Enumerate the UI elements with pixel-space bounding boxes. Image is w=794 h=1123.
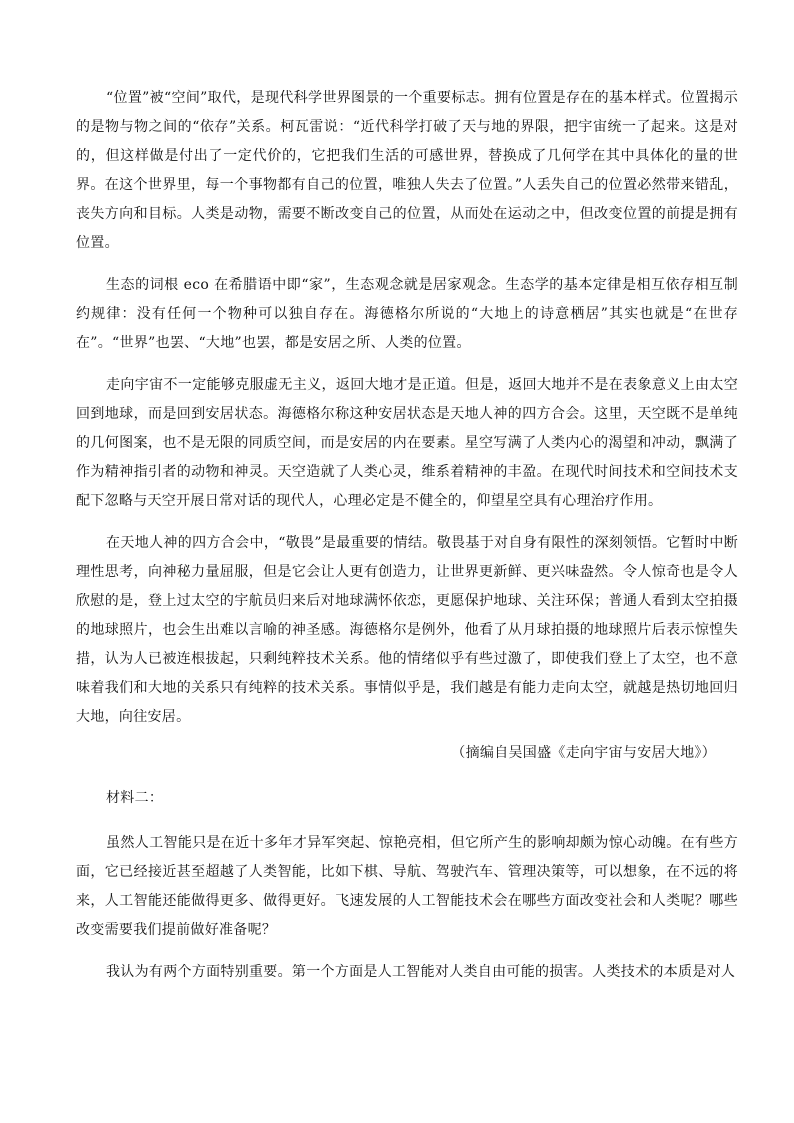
material-one-paragraph-3: 走向宇宙不一定能够克服虚无主义，返回大地才是正道。但是，返回大地并不是在表象意义上由太空回到地球，而是回到安居状态。海德格尔称这种安居状态是天地人神的四方合会。这里，天空既不是单纯的几何图案，也不是无限的同质空间，而是安居的内在要素。星空写满了人类内心的渴望和冲动，飘满了作为精神指引者的动物和神灵。天空造就了人类心灵，维系着精神的丰盈。在现代时间技术和空间技术支配下忽略与天空开展日常对话的现代人，心理必定是不健全的，仰望星空具有心理治疗作用。 (76, 377, 738, 509)
material-two-heading: 材料二： (106, 790, 164, 806)
material-one-paragraph-1: “位置”被“空间”取代，是现代科学世界图景的一个重要标志。拥有位置是存在的基本样式。位置揭示的是物与物之间的“依存”关系。柯瓦雷说：“近代科学打破了天与地的界限，把宇宙统一了起来。这是对的，但这样做是付出了一定代价的，它把我们生活的可感世界，替换成了几何学在其中具体化的量的世界。在这个世界里，每一个事物都有自己的位置，唯独人失去了位置。”人丢失自己的位置必然带来错乱，丧失方向和目标。人类是动物，需要不断改变自己的位置，从而处在运动之中，但改变位置的前提是拥有位置。 (76, 90, 738, 251)
material-one-paragraph-2: 生态的词根 eco 在希腊语中即“家”，生态观念就是居家观念。生态学的基本定律是相互依存相互制约规律：没有任何一个物种可以独自存在。海德格尔所说的“大地上的诗意栖居”其实也就是“在世存在”。“世界”也罢、“大地”也罢，都是安居之所、人类的位置。 (76, 277, 738, 351)
material-one-paragraph-4: 在天地人神的四方合会中，“敬畏”是最重要的情结。敬畏基于对自身有限性的深刻领悟。它暂时中断理性思考，向神秘力量屈服，但是它会让人更有创造力，让世界更新鲜、更兴味盎然。令人惊奇也是令人欣慰的是，登上过太空的宇航员归来后对地球满怀依恋，更愿保护地球、关注环保；普通人看到太空拍摄的地球照片，也会生出难以言喻的神圣感。海德格尔是例外，他看了从月球拍摄的地球照片后表示惊惶失措，认为人已被连根拔起，只剩纯粹技术关系。他的情绪似乎有些过激了，即使我们登上了太空，也不意味着我们和大地的关系只有纯粹的技术关系。事情似乎是，我们越是有能力走向太空，就越是热切地回归大地，向往安居。 (76, 535, 738, 725)
material-two-paragraph-2: 我认为有两个方面特别重要。第一个方面是人工智能对人类自由可能的损害。人类技术的本质是对人 (106, 964, 736, 980)
material-two-paragraph-1: 虽然人工智能只是在近十多年才异军突起、惊艳亮相，但它所产生的影响却颇为惊心动魄。在有些方面，它已经接近甚至超越了人类智能，比如下棋、导航、驾驶汽车、管理决策等，可以想象，在不远的将来，人工智能还能做得更多、做得更好。飞速发展的人工智能技术会在哪些方面改变社会和人类呢？哪些改变需要我们提前做好准备呢？ (76, 835, 738, 938)
document-page (76, 84, 738, 1000)
source-citation: （摘编自吴国盛《走向宇宙与安居大地》） (451, 745, 716, 761)
